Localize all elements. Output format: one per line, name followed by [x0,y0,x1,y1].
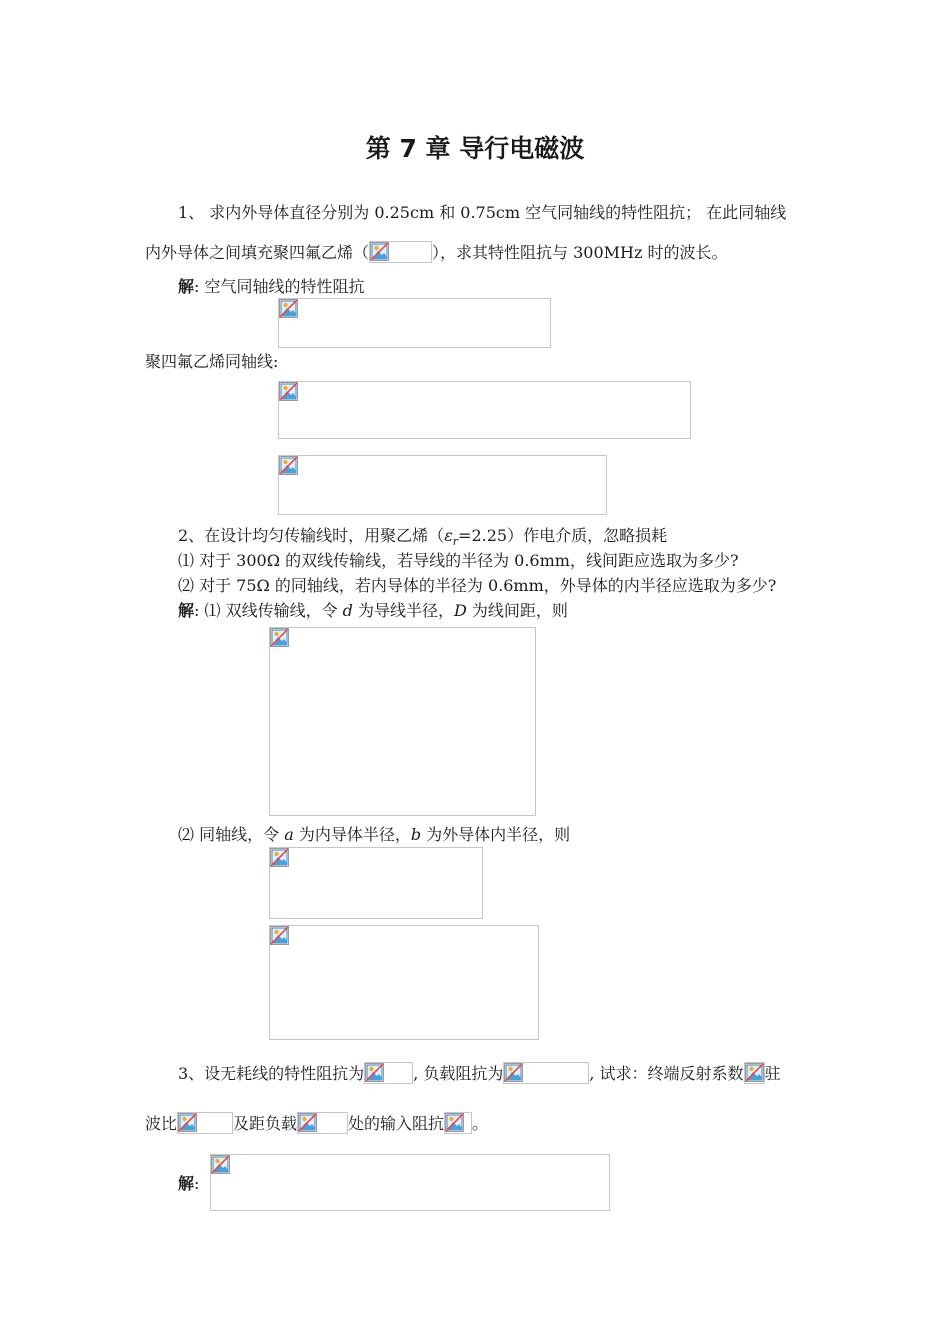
q3-solution-colon: : [194,1174,200,1193]
q1-line2 [145,241,728,263]
broken-image-icon [745,1063,764,1082]
air-coax-impedance-formula-image [278,298,551,348]
q1-line2-text-a: 内外导体之间填充聚四氟乙烯（ [145,243,370,262]
ptfe-coax-wavelength-formula-image [278,455,607,515]
q2-solution-text-b: 为导线半径， [352,601,455,620]
q3-line2 [145,1112,488,1134]
q1-line1: 1、 求内外导体直径分别为 0.25cm 和 0.75cm 空气同轴线的特性阻抗； 在此同轴线 [178,203,787,222]
characteristic-impedance-image [364,1062,413,1084]
q3-line1-text-b: , 负载阻抗为 [413,1064,504,1083]
input-impedance-image [444,1112,472,1134]
reflection-coefficient-image [744,1062,765,1084]
q2-line1-text-b: =2.25）作电介质，忽略损耗 [458,526,668,545]
variable-d: d [342,601,353,620]
broken-image-icon [279,456,298,475]
coax-impedance-formula-image [269,847,483,919]
broken-image-icon [270,848,289,867]
q3-line1-text-c: , 试求：终端反射系数 [589,1064,744,1083]
q1-line2-text-b: ），求其特性阻抗与 300MHz 时的波长。 [432,243,728,262]
q2-part2-solution-line [178,825,570,845]
solution-label: 解 [178,277,195,296]
q2-part2-text-a: ⑵ 同轴线，令 [178,825,285,844]
q2-solution-text-c: 为线间距，则 [466,601,568,620]
q3-line1 [178,1062,781,1084]
solution-label: 解 [178,601,195,620]
solution-label: 解 [178,1174,195,1193]
q2-part2-text-b: 为内导体半径， [293,825,411,844]
q3-line2-text-d: 。 [472,1114,489,1133]
broken-image-icon [504,1063,523,1082]
q3-line1-text-a: 3、设无耗线的特性阻抗为 [178,1064,365,1083]
q2-part2-text-c: 为外导体内半径，则 [421,825,571,844]
broken-image-icon [270,926,289,945]
broken-image-icon [279,382,298,401]
q1-solution-text: : 空气同轴线的特性阻抗 [194,277,365,296]
q3-line2-text-c: 处的输入阻抗 [348,1114,445,1133]
variable-D: D [454,601,467,620]
broken-image-icon [370,242,389,261]
q1-solution-line [178,277,365,297]
reflection-coefficient-formula-image [210,1154,610,1211]
q2-part1-question: ⑴ 对于 300Ω 的双线传输线，若导线的半径为 0.6mm，线间距应选取为多少? [178,551,739,570]
q2-solution-text-a: : ⑴ 双线传输线，令 [194,601,343,620]
broken-image-icon [279,299,298,318]
twin-line-spacing-formula-image [269,627,536,816]
broken-image-icon [365,1063,384,1082]
q3-solution-label-line [178,1174,199,1194]
q3-line2-text-a: 波比 [145,1114,178,1133]
ptfe-permittivity-image [369,241,432,263]
q2-line1-text-a: 2、在设计均匀传输线时，用聚乙烯（ [178,526,445,545]
ptfe-coax-impedance-formula-image [278,381,691,439]
broken-image-icon [178,1113,197,1132]
broken-image-icon [270,628,289,647]
epsilon-subscript: r [452,535,459,549]
load-impedance-image [503,1062,589,1084]
epsilon-symbol: ε [444,526,453,545]
broken-image-icon [445,1113,464,1132]
q2-part2-question: ⑵ 对于 75Ω 的同轴线，若内导体的半径为 0.6mm，外导体的内半径应选取为多少? [178,576,777,595]
variable-b: b [410,825,422,844]
q2-solution-line [178,601,568,621]
broken-image-icon [298,1113,317,1132]
q3-line1-text-d: 驻 [764,1064,781,1083]
broken-image-icon [211,1155,230,1174]
coax-outer-radius-formula-image [269,925,539,1040]
ptfe-coax-label: 聚四氟乙烯同轴线: [145,352,279,371]
q3-line2-text-b: 及距负载 [233,1114,298,1133]
vswr-image [177,1112,233,1134]
variable-a: a [284,825,294,844]
distance-from-load-image [297,1112,348,1134]
q2-line1 [178,526,667,552]
page-title: 第 7 章 导行电磁波 [365,134,585,163]
